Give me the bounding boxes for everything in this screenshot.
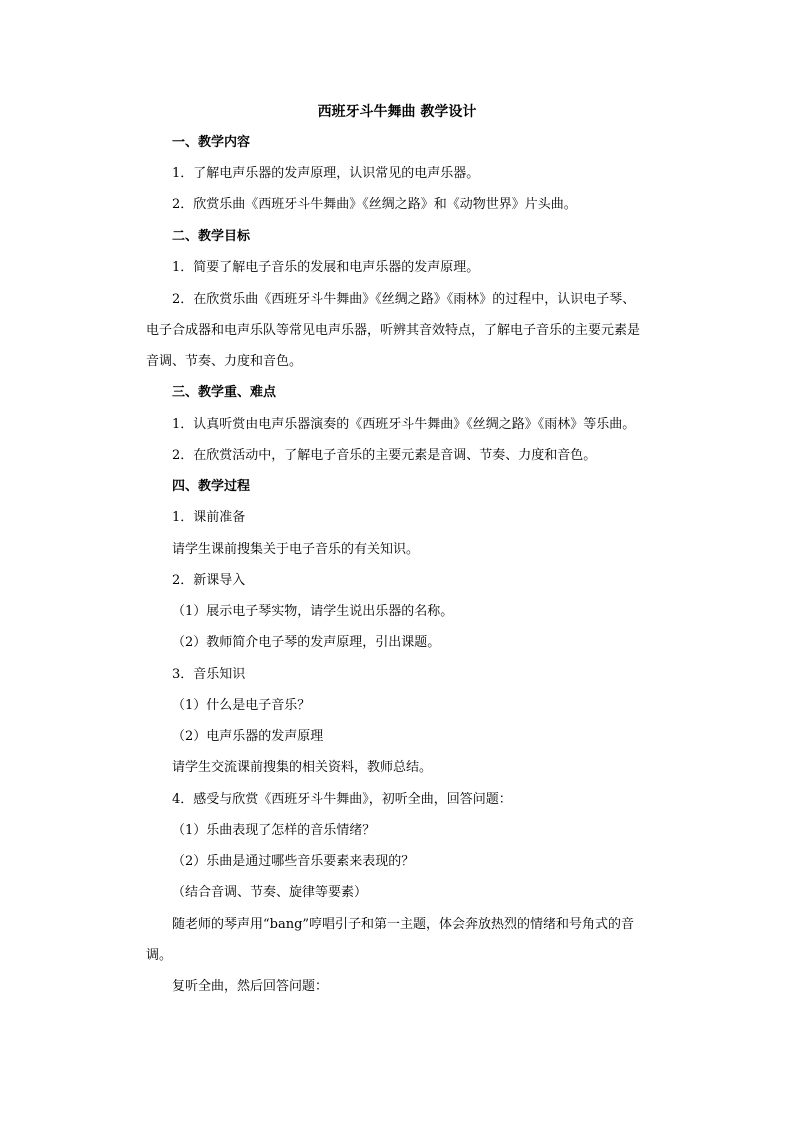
content-item-1: 1．了解电声乐器的发声原理，认识常见的电声乐器。	[172, 166, 480, 181]
step-4-item-3: （结合音调、节奏、旋律等要素）	[172, 885, 368, 900]
step-1-text: 请学生课前搜集关于电子音乐的有关知识。	[172, 542, 420, 557]
step-3-title: 3．音乐知识	[172, 667, 246, 682]
section-heading-key-points: 三、教学重、难点	[172, 385, 277, 400]
step-2-item-1: （1）展示电子琴实物，请学生说出乐器的名称。	[172, 604, 454, 619]
section-heading-process: 四、教学过程	[172, 479, 251, 494]
content-item-2: 2．欣赏乐曲《西班牙斗牛舞曲》《丝绸之路》和《动物世界》片头曲。	[172, 197, 577, 212]
step-4-title: 4．感受与欣赏《西班牙斗牛舞曲》，初听全曲，回答问题：	[172, 792, 512, 807]
step-4-paragraph-line-1: 随老师的琴声用“bang”哼唱引子和第一主题，体会奔放热烈的情绪和号角式的音	[172, 917, 635, 932]
step-2-item-2: （2）教师简介电子琴的发声原理，引出课题。	[172, 635, 441, 650]
step-4-item-2: （2）乐曲是通过哪些音乐要素来表现的？	[172, 854, 415, 869]
goal-item-2-line-1: 2．在欣赏乐曲《西班牙斗牛舞曲》《丝绸之路》《雨林》的过程中，认识电子琴、	[172, 292, 636, 307]
step-3-item-1: （1）什么是电子音乐？	[172, 698, 311, 713]
step-2-title: 2．新课导入	[172, 573, 246, 588]
key-point-item-1: 1．认真听赏由电声乐器演奏的《西班牙斗牛舞曲》《丝绸之路》《雨林》等乐曲。	[172, 417, 636, 432]
section-heading-content: 一、教学内容	[172, 135, 251, 150]
key-point-item-2: 2．在欣赏活动中，了解电子音乐的主要元素是音调、节奏、力度和音色。	[172, 448, 597, 463]
step-1-title: 1．课前准备	[172, 510, 246, 525]
goal-item-2-line-2: 电子合成器和电声乐队等常见电声乐器，听辨其音效特点，了解电子音乐的主要元素是	[146, 323, 641, 338]
step-3-text: 请学生交流课前搜集的相关资料，教师总结。	[172, 760, 433, 775]
step-3-item-2: （2）电声乐器的发声原理	[172, 729, 324, 744]
step-4-paragraph-line-2: 调。	[146, 948, 173, 963]
goal-item-2-line-3: 音调、节奏、力度和音色。	[146, 354, 303, 369]
step-4-closing: 复听全曲，然后回答问题：	[172, 979, 329, 994]
section-heading-goals: 二、教学目标	[172, 229, 251, 244]
step-4-item-1: （1）乐曲表现了怎样的音乐情绪？	[172, 823, 376, 838]
goal-item-1: 1．简要了解电子音乐的发展和电声乐器的发声原理。	[172, 260, 480, 275]
document-title: 西班牙斗牛舞曲 教学设计	[317, 104, 477, 120]
